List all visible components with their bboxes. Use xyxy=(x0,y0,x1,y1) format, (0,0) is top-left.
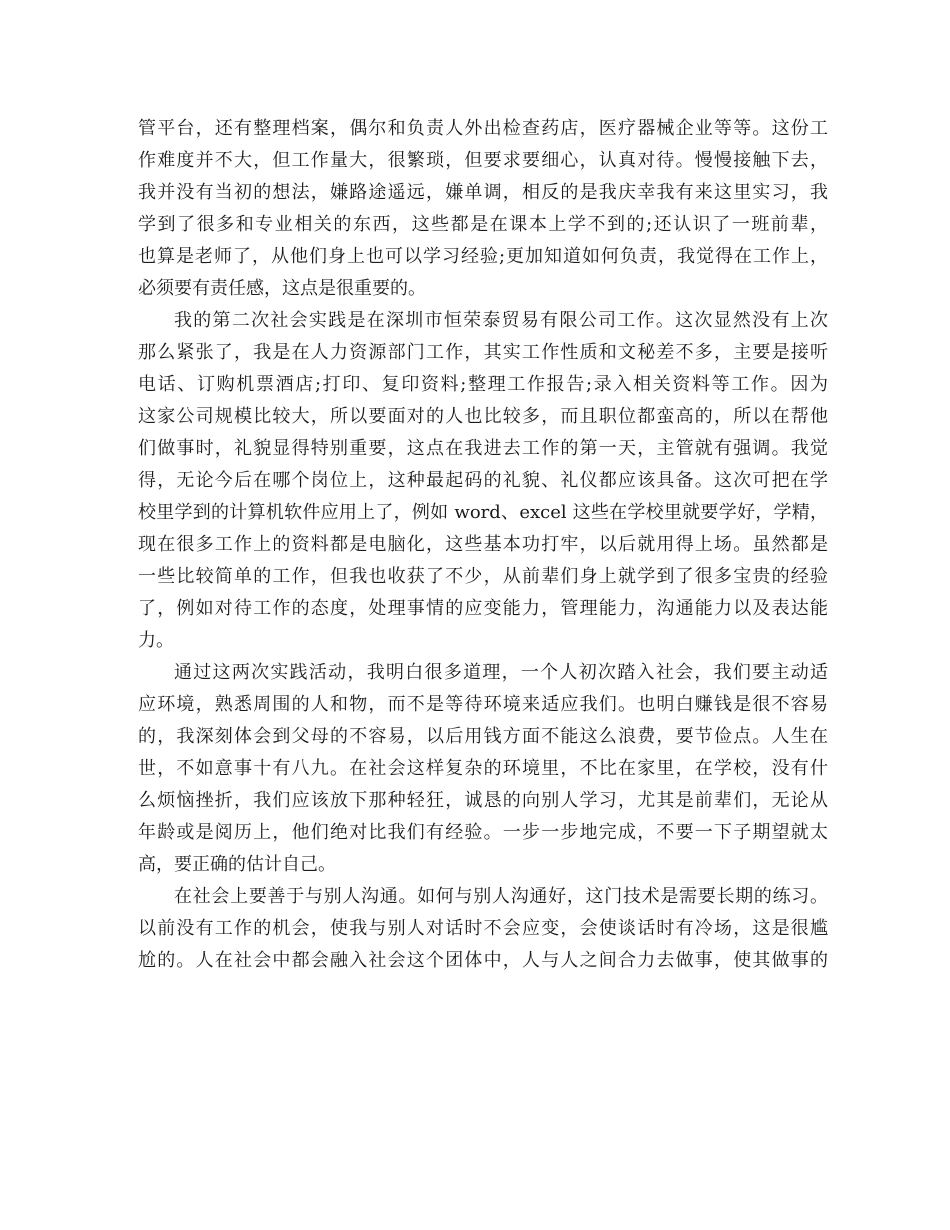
text-line: 年龄或是阅历上，他们绝对比我们有经验。一步一步地完成，不要一下子期望就太 xyxy=(138,822,828,843)
text-line: 作难度并不大，但工作量大，很繁琐，但要求要细心，认真对待。慢慢接触下去， xyxy=(138,150,828,171)
paragraph-first-line: 在社会上要善于与别人沟通。如何与别人沟通好，这门技术是需要长期的练习。 xyxy=(174,886,828,907)
text-line: 了，例如对待工作的态度，处理事情的应变能力，管理能力，沟通能力以及表达能 xyxy=(138,598,828,619)
text-line: 以前没有工作的机会，使我与别人对话时不会应变，会使谈话时有冷场，这是很尴 xyxy=(138,918,828,939)
text-line: 尬的。人在社会中都会融入社会这个团体中，人与人之间合力去做事，使其做事的 xyxy=(138,950,828,971)
text-line: 那么紧张了，我是在人力资源部门工作，其实工作性质和文秘差不多，主要是接听 xyxy=(138,342,828,363)
text-line: 学到了很多和专业相关的东西，这些都是在课本上学不到的;还认识了一班前辈， xyxy=(138,214,828,235)
text-line: 么烦恼挫折，我们应该放下那种轻狂，诚恳的向别人学习，尤其是前辈们，无论从 xyxy=(138,790,828,811)
text-line: 管平台，还有整理档案，偶尔和负责人外出检查药店，医疗器械企业等等。这份工 xyxy=(138,118,828,139)
document-body xyxy=(138,113,828,977)
text-line: 高，要正确的估计自己。 xyxy=(138,854,336,875)
text-line: 们做事时，礼貌显得特别重要，这点在我进去工作的第一天，主管就有强调。我觉 xyxy=(138,438,828,459)
text-line: 一些比较简单的工作，但我也收获了不少，从前辈们身上就学到了很多宝贵的经验 xyxy=(138,566,828,587)
text-line: 电话、订购机票酒店;打印、复印资料;整理工作报告;录入相关资料等工作。因为 xyxy=(138,374,828,395)
text-line: 我并没有当初的想法，嫌路途遥远，嫌单调，相反的是我庆幸我有来这里实习，我 xyxy=(138,182,828,203)
text-line: 得，无论今后在哪个岗位上，这种最起码的礼貌、礼仪都应该具备。这次可把在学 xyxy=(138,470,828,491)
text-line: 必须要有责任感，这点是很重要的。 xyxy=(138,278,426,299)
text-line: 的，我深刻体会到父母的不容易，以后用钱方面不能这么浪费，要节俭点。人生在 xyxy=(138,726,828,747)
paragraph-first-line: 通过这两次实践活动，我明白很多道理，一个人初次踏入社会，我们要主动适 xyxy=(174,662,828,683)
text-line: 校里学到的计算机软件应用上了，例如 word、excel 这些在学校里就要学好，学精， xyxy=(138,502,828,523)
text-line: 世，不如意事十有八九。在社会这样复杂的环境里，不比在家里，在学校，没有什 xyxy=(138,758,828,779)
text-line: 也算是老师了，从他们身上也可以学习经验;更加知道如何负责，我觉得在工作上， xyxy=(138,246,828,267)
paragraph-first-line: 我的第二次社会实践是在深圳市恒荣泰贸易有限公司工作。这次显然没有上次 xyxy=(174,310,828,331)
text-line: 现在很多工作上的资料都是电脑化，这些基本功打牢，以后就用得上场。虽然都是 xyxy=(138,534,828,555)
text-line: 这家公司规模比较大，所以要面对的人也比较多，而且职位都蛮高的，所以在帮他 xyxy=(138,406,828,427)
text-line: 力。 xyxy=(138,630,174,651)
text-line: 应环境，熟悉周围的人和物，而不是等待环境来适应我们。也明白赚钱是很不容易 xyxy=(138,694,828,715)
